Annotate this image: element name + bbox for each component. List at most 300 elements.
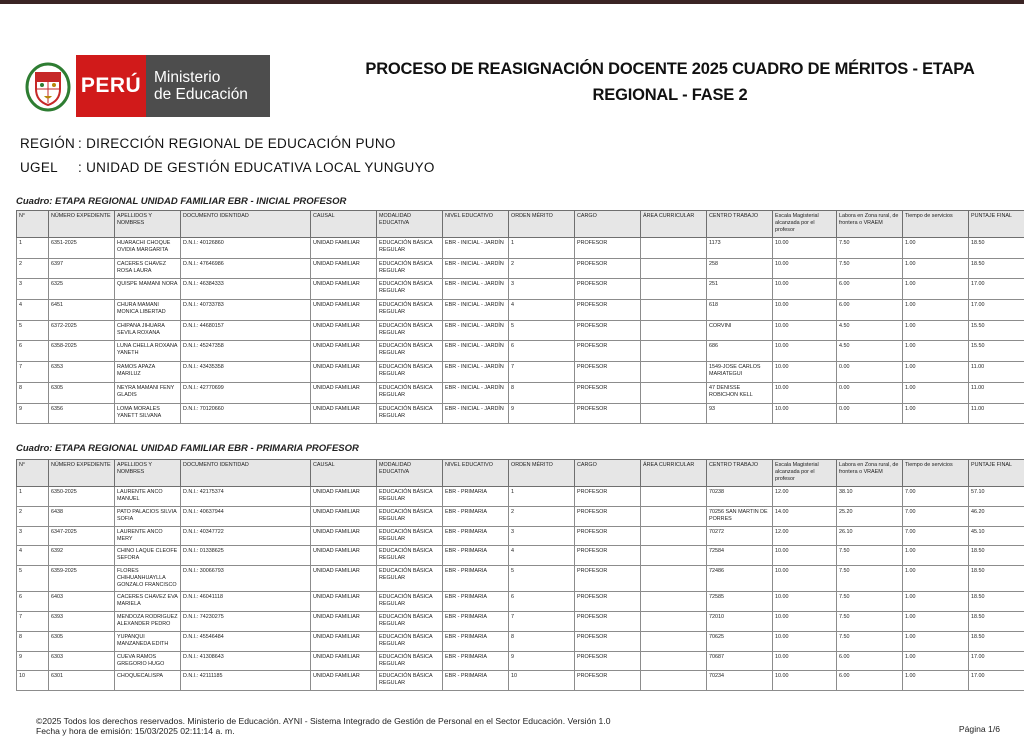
table-cell: CACERES CHAVEZ ROSA LAURA	[115, 258, 181, 279]
page-number: Página 1/6	[959, 724, 1000, 734]
table-cell: 1.00	[903, 611, 969, 631]
table-cell: UNIDAD FAMILIAR	[311, 546, 377, 566]
table-cell: 15.50	[969, 341, 1024, 362]
table-cell: PROFESOR	[575, 592, 641, 612]
table-cell: 5	[17, 566, 49, 592]
footer-copyright: ©2025 Todos los derechos reservados. Ministerio de Educación. AYNI - Sistema Integrado de Gestión de Personal en el Sector Educación. Versión 1.0	[36, 716, 610, 726]
table-cell: 7.50	[837, 238, 903, 259]
table-cell: D.N.I.: 40637944	[181, 506, 311, 526]
table-cell: EDUCACIÓN BÁSICA REGULAR	[377, 671, 443, 691]
table-cell: 10.00	[773, 611, 837, 631]
table-cell: 7.50	[837, 546, 903, 566]
table-cell: LAURENTE ANCO MANUEL	[115, 487, 181, 507]
table-row	[17, 320, 1024, 341]
table-cell: 1.00	[903, 258, 969, 279]
table-row	[17, 592, 1024, 612]
table-cell: UNIDAD FAMILIAR	[311, 592, 377, 612]
table-row	[17, 566, 1024, 592]
table-cell: 70234	[707, 671, 773, 691]
table-cell: 1.00	[903, 651, 969, 671]
table-cell: D.N.I.: 45247358	[181, 341, 311, 362]
inicial-merit-table	[16, 210, 1024, 424]
column-header: ÁREA CURRICULAR	[641, 460, 707, 487]
table-cell: 9	[17, 651, 49, 671]
table-cell: 4.50	[837, 320, 903, 341]
table-cell: D.N.I.: 43435358	[181, 362, 311, 383]
table-cell: CHINO LAQUE CLEOFE SEFORA	[115, 546, 181, 566]
table-cell: PROFESOR	[575, 382, 641, 403]
table-cell: 3	[509, 279, 575, 300]
table-cell: 6353	[49, 362, 115, 383]
table-cell: 10.00	[773, 382, 837, 403]
table-cell: EBR - INICIAL - JARDÍN	[443, 362, 509, 383]
table-cell: 7.50	[837, 566, 903, 592]
table-cell: UNIDAD FAMILIAR	[311, 506, 377, 526]
table-cell: 6356	[49, 403, 115, 424]
table-cell: 25.20	[837, 506, 903, 526]
table-cell: 6	[17, 592, 49, 612]
table-cell: 4	[509, 546, 575, 566]
table-cell: 57.10	[969, 487, 1024, 507]
table-cell: 9	[509, 651, 575, 671]
table-cell: 6359-2025	[49, 566, 115, 592]
table-cell: 93	[707, 403, 773, 424]
table-cell: 9	[17, 403, 49, 424]
table-cell: UNIDAD FAMILIAR	[311, 631, 377, 651]
table-cell: 6	[509, 341, 575, 362]
table-cell: 1.00	[903, 631, 969, 651]
table-cell: HUARACHI CHOQUE OVIDIA MARGARITA	[115, 238, 181, 259]
table-cell: EDUCACIÓN BÁSICA REGULAR	[377, 258, 443, 279]
table-cell: 1.00	[903, 671, 969, 691]
table-cell: 70272	[707, 526, 773, 546]
footer	[36, 716, 610, 736]
table-cell: NEYRA MAMANI FENY GLADIS	[115, 382, 181, 403]
table-cell	[641, 341, 707, 362]
table-cell: PROFESOR	[575, 651, 641, 671]
title-line-2: REGIONAL - FASE 2	[330, 82, 1010, 108]
table-cell: 6403	[49, 592, 115, 612]
column-header: CARGO	[575, 211, 641, 238]
table-cell: 7.00	[903, 526, 969, 546]
table1-caption: Cuadro: ETAPA REGIONAL UNIDAD FAMILIAR EBR - INICIAL PROFESOR	[16, 196, 346, 207]
column-header: Labora en Zona rural, de frontera o VRAEM	[837, 460, 903, 487]
table-cell: RAMOS APAZA MARILUZ	[115, 362, 181, 383]
column-header: NÚMERO EXPEDIENTE	[49, 460, 115, 487]
table-cell: 18.50	[969, 238, 1024, 259]
table-cell	[641, 487, 707, 507]
table-row	[17, 487, 1024, 507]
table-cell: 6	[509, 592, 575, 612]
table-cell	[641, 238, 707, 259]
table-cell: 14.00	[773, 506, 837, 526]
table-cell: EBR - PRIMARIA	[443, 526, 509, 546]
column-header: Tiempo de servicios	[903, 460, 969, 487]
table-cell: 7	[17, 362, 49, 383]
table-cell: CHURA MAMANI MONICA LIBERTAD	[115, 300, 181, 321]
column-header: CENTRO TRABAJO	[707, 211, 773, 238]
table-row	[17, 526, 1024, 546]
table-cell: 7.00	[903, 506, 969, 526]
table-cell: 11.00	[969, 403, 1024, 424]
table-cell: D.N.I.: 42770699	[181, 382, 311, 403]
table-cell: PROFESOR	[575, 300, 641, 321]
table-cell: PROFESOR	[575, 487, 641, 507]
table-cell: 10.00	[773, 546, 837, 566]
table-cell: EDUCACIÓN BÁSICA REGULAR	[377, 341, 443, 362]
table-cell: PROFESOR	[575, 320, 641, 341]
table-cell: UNIDAD FAMILIAR	[311, 403, 377, 424]
table-cell	[641, 403, 707, 424]
table-cell: 0.00	[837, 403, 903, 424]
table-cell: D.N.I.: 46041118	[181, 592, 311, 612]
table-row	[17, 382, 1024, 403]
table-row	[17, 671, 1024, 691]
table-cell: EDUCACIÓN BÁSICA REGULAR	[377, 506, 443, 526]
table-cell: EDUCACIÓN BÁSICA REGULAR	[377, 238, 443, 259]
region-label: REGIÓN	[20, 136, 78, 151]
table-cell: 8	[17, 382, 49, 403]
table-cell: 1173	[707, 238, 773, 259]
table-cell: 10.00	[773, 258, 837, 279]
table-cell: D.N.I.: 40347722	[181, 526, 311, 546]
table-cell: 6397	[49, 258, 115, 279]
column-header: DOCUMENTO IDENTIDAD	[181, 460, 311, 487]
table-cell: EBR - INICIAL - JARDÍN	[443, 320, 509, 341]
table-cell	[641, 279, 707, 300]
title-line-1: PROCESO DE REASIGNACIÓN DOCENTE 2025 CUADRO DE MÉRITOS - ETAPA	[330, 56, 1010, 82]
table-cell: 9	[509, 403, 575, 424]
table-cell: PROFESOR	[575, 341, 641, 362]
table-cell: 5	[17, 320, 49, 341]
table-row	[17, 631, 1024, 651]
table-cell	[641, 566, 707, 592]
table-cell: 7	[509, 611, 575, 631]
table-row	[17, 611, 1024, 631]
column-header: NÚMERO EXPEDIENTE	[49, 211, 115, 238]
table-cell: 7.50	[837, 631, 903, 651]
table-cell: LAURENTE ANCO MERY	[115, 526, 181, 546]
table-cell: 12.00	[773, 526, 837, 546]
table-cell: 251	[707, 279, 773, 300]
table-cell: 6.00	[837, 671, 903, 691]
table-cell: PROFESOR	[575, 362, 641, 383]
table-cell: UNIDAD FAMILIAR	[311, 238, 377, 259]
region-value: : DIRECCIÓN REGIONAL DE EDUCACIÓN PUNO	[78, 136, 396, 151]
table-cell: EBR - INICIAL - JARDÍN	[443, 341, 509, 362]
table-cell: 6.00	[837, 651, 903, 671]
table-cell: 18.50	[969, 592, 1024, 612]
table-cell: 26.10	[837, 526, 903, 546]
table-cell	[641, 526, 707, 546]
table-cell: 6438	[49, 506, 115, 526]
table-cell: 11.00	[969, 382, 1024, 403]
table-cell: 1.00	[903, 403, 969, 424]
table-cell: UNIDAD FAMILIAR	[311, 341, 377, 362]
table-cell: EDUCACIÓN BÁSICA REGULAR	[377, 526, 443, 546]
table-cell: PROFESOR	[575, 566, 641, 592]
table-cell: 10	[17, 671, 49, 691]
table-cell: 6451	[49, 300, 115, 321]
table-row	[17, 506, 1024, 526]
table-cell: 17.00	[969, 671, 1024, 691]
table-cell: 10.00	[773, 362, 837, 383]
table-cell: 7.50	[837, 611, 903, 631]
table-cell: 8	[17, 631, 49, 651]
region-info	[20, 136, 396, 151]
table-cell: 38.10	[837, 487, 903, 507]
primaria-merit-table	[16, 459, 1024, 691]
footer-emission-date: Fecha y hora de emisión: 15/03/2025 02:11:14 a. m.	[36, 726, 610, 736]
table-cell: 6	[17, 341, 49, 362]
table-cell: EDUCACIÓN BÁSICA REGULAR	[377, 611, 443, 631]
table-cell: EDUCACIÓN BÁSICA REGULAR	[377, 631, 443, 651]
table-cell: 47 DENISSE ROBICHON KELL	[707, 382, 773, 403]
table-cell: 0.00	[837, 382, 903, 403]
ugel-value: : UNIDAD DE GESTIÓN EDUCATIVA LOCAL YUNGUYO	[78, 160, 435, 175]
table-cell: YUPANQUI MANZANEDA EDITH	[115, 631, 181, 651]
table-cell: 7.50	[837, 592, 903, 612]
table-cell: 18.50	[969, 566, 1024, 592]
table-cell: 7	[509, 362, 575, 383]
table-cell: EBR - PRIMARIA	[443, 651, 509, 671]
table-cell: UNIDAD FAMILIAR	[311, 258, 377, 279]
table-cell: 3	[17, 279, 49, 300]
table-cell: EBR - INICIAL - JARDÍN	[443, 238, 509, 259]
table-cell: UNIDAD FAMILIAR	[311, 566, 377, 592]
table-cell: 686	[707, 341, 773, 362]
column-header: Tiempo de servicios	[903, 211, 969, 238]
table-cell: CHOQUECALISPA	[115, 671, 181, 691]
table-cell: EBR - PRIMARIA	[443, 592, 509, 612]
table-cell: EBR - PRIMARIA	[443, 487, 509, 507]
column-header: Escala Magisterial alcanzada por el profesor	[773, 211, 837, 238]
ugel-info	[20, 160, 435, 175]
table-row	[17, 651, 1024, 671]
table-cell: EDUCACIÓN BÁSICA REGULAR	[377, 592, 443, 612]
table-cell: 1.00	[903, 300, 969, 321]
table-cell: UNIDAD FAMILIAR	[311, 382, 377, 403]
table-cell	[641, 382, 707, 403]
table-cell: 1	[509, 487, 575, 507]
table2-caption: Cuadro: ETAPA REGIONAL UNIDAD FAMILIAR EBR - PRIMARIA PROFESOR	[16, 443, 359, 454]
table-cell: 17.00	[969, 279, 1024, 300]
table-cell: 10.00	[773, 279, 837, 300]
table-cell: 4	[17, 546, 49, 566]
table-cell: PROFESOR	[575, 279, 641, 300]
table-cell: 0.00	[837, 362, 903, 383]
table-cell: D.N.I.: 40126860	[181, 238, 311, 259]
table-cell: 70256 SAN MARTIN DE PORRES	[707, 506, 773, 526]
table-cell: 1.00	[903, 238, 969, 259]
table-cell: UNIDAD FAMILIAR	[311, 320, 377, 341]
column-header: PUNTAJE FINAL	[969, 211, 1024, 238]
table-cell: 18.50	[969, 611, 1024, 631]
table-cell: 6303	[49, 651, 115, 671]
table-cell	[641, 592, 707, 612]
column-header: APELLIDOS Y NOMBRES	[115, 460, 181, 487]
table-cell: 1.00	[903, 279, 969, 300]
table-cell: 4	[17, 300, 49, 321]
table-cell: PROFESOR	[575, 258, 641, 279]
table-cell: 11.00	[969, 362, 1024, 383]
table-cell: 10.00	[773, 651, 837, 671]
table-cell: EBR - INICIAL - JARDÍN	[443, 300, 509, 321]
table-cell: 10.00	[773, 671, 837, 691]
table-cell: 2	[17, 258, 49, 279]
ministry-line-2: de Educación	[154, 86, 270, 103]
column-header: MODALIDAD EDUCATIVA	[377, 460, 443, 487]
table-cell: 1	[17, 238, 49, 259]
table-row	[17, 341, 1024, 362]
table-row	[17, 300, 1024, 321]
peru-coat-of-arms-icon	[20, 55, 76, 117]
table-cell	[641, 651, 707, 671]
table-cell: UNIDAD FAMILIAR	[311, 651, 377, 671]
table-cell: CACERES CHAVEZ EVA MARIELA	[115, 592, 181, 612]
table-cell: 10.00	[773, 238, 837, 259]
table-cell: EBR - INICIAL - JARDÍN	[443, 403, 509, 424]
table-cell: 6325	[49, 279, 115, 300]
column-header: CAUSAL	[311, 460, 377, 487]
column-header: CARGO	[575, 460, 641, 487]
table-cell: EDUCACIÓN BÁSICA REGULAR	[377, 566, 443, 592]
table-cell: CHIPANA JIHUARA SEVILA ROXANA	[115, 320, 181, 341]
table-cell: FLORES CHIHUANHUAYLLA GONZALO FRANCISCO	[115, 566, 181, 592]
ugel-label: UGEL	[20, 160, 78, 175]
table-cell: 2	[509, 258, 575, 279]
table-row	[17, 403, 1024, 424]
table-cell	[641, 631, 707, 651]
table-cell: 1.00	[903, 341, 969, 362]
table-cell: 70238	[707, 487, 773, 507]
table-cell: 5	[509, 320, 575, 341]
table-cell: 258	[707, 258, 773, 279]
table-cell: PROFESOR	[575, 611, 641, 631]
table-cell: CORVINI	[707, 320, 773, 341]
table-cell: 18.50	[969, 631, 1024, 651]
column-header: APELLIDOS Y NOMBRES	[115, 211, 181, 238]
table-row	[17, 546, 1024, 566]
column-header: DOCUMENTO IDENTIDAD	[181, 211, 311, 238]
table-cell: 6351-2025	[49, 238, 115, 259]
table-cell: EBR - INICIAL - JARDÍN	[443, 258, 509, 279]
column-header: PUNTAJE FINAL	[969, 460, 1024, 487]
table-cell: 6305	[49, 382, 115, 403]
table-cell: PROFESOR	[575, 631, 641, 651]
table-cell: 7	[17, 611, 49, 631]
table-cell: UNIDAD FAMILIAR	[311, 487, 377, 507]
ministry-line-1: Ministerio	[154, 69, 270, 86]
table-cell: EDUCACIÓN BÁSICA REGULAR	[377, 487, 443, 507]
table-cell: D.N.I.: 70120660	[181, 403, 311, 424]
table-header-row	[17, 460, 1024, 487]
top-border	[0, 0, 1024, 4]
table-cell: D.N.I.: 45546484	[181, 631, 311, 651]
table-cell: EBR - PRIMARIA	[443, 611, 509, 631]
table-cell: UNIDAD FAMILIAR	[311, 300, 377, 321]
table-cell: 6393	[49, 611, 115, 631]
column-header: Escala Magisterial alcanzada por el profesor	[773, 460, 837, 487]
table-cell: PROFESOR	[575, 546, 641, 566]
table-cell: PROFESOR	[575, 671, 641, 691]
table-cell: 10.00	[773, 300, 837, 321]
table-cell: 18.50	[969, 546, 1024, 566]
column-header: ORDEN MÉRITO	[509, 460, 575, 487]
table-cell: 72010	[707, 611, 773, 631]
table-cell: 6.00	[837, 300, 903, 321]
table-cell	[641, 546, 707, 566]
table-cell: 1	[509, 238, 575, 259]
column-header: NIVEL EDUCATIVO	[443, 460, 509, 487]
table-cell	[641, 362, 707, 383]
table-cell: 45.10	[969, 526, 1024, 546]
table-cell: EBR - PRIMARIA	[443, 566, 509, 592]
table-cell: D.N.I.: 44680157	[181, 320, 311, 341]
table-cell: 8	[509, 382, 575, 403]
table-cell: D.N.I.: 46384333	[181, 279, 311, 300]
table-cell: 15.50	[969, 320, 1024, 341]
table-cell	[641, 611, 707, 631]
table-cell: 1	[17, 487, 49, 507]
table-cell: EBR - INICIAL - JARDÍN	[443, 279, 509, 300]
table-cell: PROFESOR	[575, 238, 641, 259]
table-cell: 18.50	[969, 258, 1024, 279]
table-cell: 2	[509, 506, 575, 526]
table-cell: 6301	[49, 671, 115, 691]
table-cell: 4	[509, 300, 575, 321]
table-cell: 72486	[707, 566, 773, 592]
table-cell: QUISPE MAMANI NORA	[115, 279, 181, 300]
table-cell: 10.00	[773, 631, 837, 651]
table-cell: 46.20	[969, 506, 1024, 526]
table-row	[17, 238, 1024, 259]
table-cell: 2	[17, 506, 49, 526]
table-cell: PROFESOR	[575, 526, 641, 546]
table-cell: 1.00	[903, 592, 969, 612]
table-cell: 1.00	[903, 320, 969, 341]
table-cell: EDUCACIÓN BÁSICA REGULAR	[377, 362, 443, 383]
table-cell: 10	[509, 671, 575, 691]
table-cell	[641, 671, 707, 691]
table-cell: EBR - PRIMARIA	[443, 671, 509, 691]
column-header: N°	[17, 460, 49, 487]
column-header: NIVEL EDUCATIVO	[443, 211, 509, 238]
table-cell: PROFESOR	[575, 403, 641, 424]
table-cell	[641, 300, 707, 321]
table-cell: D.N.I.: 40733783	[181, 300, 311, 321]
table-cell: D.N.I.: 01338625	[181, 546, 311, 566]
table-cell: EDUCACIÓN BÁSICA REGULAR	[377, 403, 443, 424]
table-cell: MENDOZA RODRIGUEZ ALEXANDER PEDRO	[115, 611, 181, 631]
column-header: CAUSAL	[311, 211, 377, 238]
table-cell: 1549-JOSE CARLOS MARIATEGUI	[707, 362, 773, 383]
table-cell: D.N.I.: 74230275	[181, 611, 311, 631]
table-cell: 10.00	[773, 403, 837, 424]
table-cell: 10.00	[773, 566, 837, 592]
table-cell: LUNA CHELLA ROXANA YANETH	[115, 341, 181, 362]
table-cell: EDUCACIÓN BÁSICA REGULAR	[377, 651, 443, 671]
table-cell: 3	[17, 526, 49, 546]
table-cell: 618	[707, 300, 773, 321]
table-row	[17, 279, 1024, 300]
table-cell: 8	[509, 631, 575, 651]
table-cell: UNIDAD FAMILIAR	[311, 671, 377, 691]
table-cell: D.N.I.: 42111185	[181, 671, 311, 691]
table-cell: 10.00	[773, 320, 837, 341]
table-cell: 6.00	[837, 279, 903, 300]
table-cell: 1.00	[903, 362, 969, 383]
